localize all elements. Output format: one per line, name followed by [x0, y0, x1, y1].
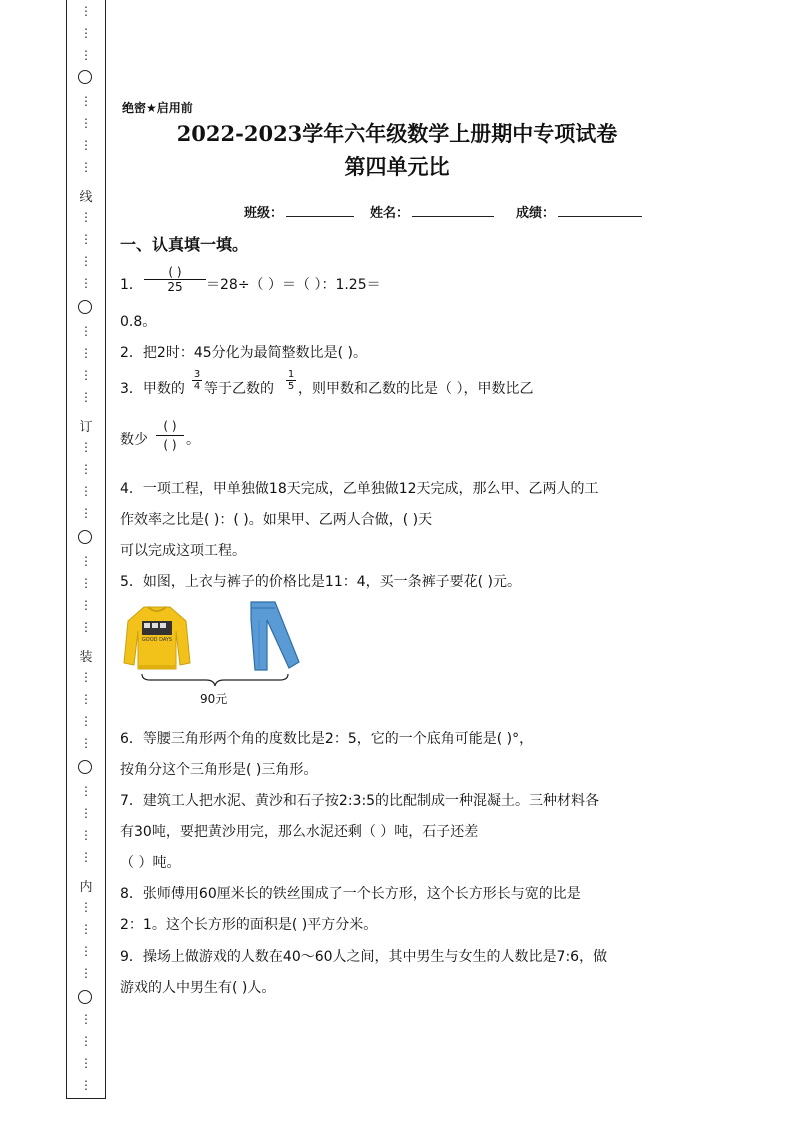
q4-line3: 可以完成这项工程。 — [120, 543, 246, 559]
price-label: 90元 — [200, 692, 228, 706]
name-blank[interactable] — [412, 216, 494, 217]
q3-frac2-den: 5 — [287, 381, 295, 392]
q3-frac1 — [192, 369, 202, 392]
q1-line2: 0.8。 — [120, 314, 157, 330]
name-label: 姓名： — [370, 206, 410, 221]
binding-char-xian: 线 — [79, 190, 93, 205]
q1-fraction — [144, 265, 206, 294]
q4-line2: 作效率之比是( )：( )。如果甲、乙两人合做，( )天 — [120, 512, 433, 528]
section-heading: 一、认真填一填。 — [120, 235, 249, 254]
q3-frac2 — [286, 369, 296, 392]
shirt-print-text: GOOD DAYS — [141, 637, 173, 643]
shirt-image — [122, 603, 192, 673]
binding-dots: ⋮ ⋮ ⋮ ⋮ — [80, 210, 92, 290]
binding-dots: ⋮ ⋮ ⋮ ⋮ — [80, 900, 92, 980]
binding-char-zhuang: 装 — [79, 650, 93, 665]
page-title: 2022-2023学年六年级数学上册期中专项试卷 — [176, 121, 618, 146]
binding-char-ding: 订 — [79, 420, 93, 435]
q3-line2b: 。 — [186, 432, 200, 448]
q8-line1: 8．张师傅用60厘米长的铁丝围成了一个长方形，这个长方形长与宽的比是 — [120, 886, 581, 902]
q3-frac3-num: ( ) — [163, 419, 177, 433]
q3-frac2-num: 1 — [287, 369, 295, 380]
binding-dots: ⋮ ⋮ ⋮ ⋮ — [80, 784, 92, 864]
q2-text: 2．把2时：45分化为最简整数比是( )。 — [120, 345, 368, 361]
q1-text: ＝28÷（ ）＝（ ）：1.25＝ — [206, 277, 381, 293]
q3-frac1-den: 4 — [193, 381, 201, 392]
q4-line1: 4．一项工程，甲单独做18天完成，乙单独做12天完成，那么甲、乙两人的工 — [120, 481, 599, 497]
q3-text-b: 等于乙数的 — [204, 381, 274, 397]
q1-prefix: 1． — [120, 277, 143, 293]
class-blank[interactable] — [286, 216, 354, 217]
q3-text-a: 3．甲数的 — [120, 381, 185, 397]
binding-circle — [78, 300, 92, 314]
secret-label: 绝密★启用前 — [122, 101, 193, 115]
q9-line2: 游戏的人中男生有( )人。 — [120, 980, 276, 996]
q3-frac1-num: 3 — [193, 369, 201, 380]
binding-dots: ⋮ ⋮ ⋮ ⋮ — [80, 1012, 92, 1092]
binding-dots: ⋮ ⋮ ⋮ ⋮ — [80, 94, 92, 174]
binding-circle — [78, 760, 92, 774]
binding-circle — [78, 530, 92, 544]
q1-frac-den: 25 — [144, 279, 206, 294]
price-brace — [140, 672, 290, 688]
binding-circle — [78, 990, 92, 1004]
q1-frac-num: ( ) — [168, 265, 182, 279]
q3-line2a: 数少 — [120, 432, 148, 448]
score-blank[interactable] — [558, 216, 642, 217]
binding-dots: ⋮ ⋮ ⋮ — [80, 4, 92, 62]
binding-dots: ⋮ ⋮ ⋮ ⋮ — [80, 554, 92, 634]
q6-line2: 按角分这个三角形是( )三角形。 — [120, 762, 318, 778]
q9-line1: 9．操场上做游戏的人数在40～60人之间，其中男生与女生的人数比是7:6，做 — [120, 949, 608, 965]
q7-line3: （ ）吨。 — [120, 855, 181, 871]
q7-line1: 7．建筑工人把水泥、黄沙和石子按2:3:5的比配制成一种混凝土。三种材料各 — [120, 793, 600, 809]
score-label: 成绩： — [516, 206, 556, 221]
page-subtitle: 第四单元比 — [344, 154, 450, 179]
q7-line2: 有30吨，要把黄沙用完，那么水泥还剩（ ）吨，石子还差 — [120, 824, 479, 840]
binding-dots: ⋮ ⋮ ⋮ ⋮ — [80, 324, 92, 404]
q6-line1: 6．等腰三角形两个角的度数比是2：5，它的一个底角可能是( )°， — [120, 731, 534, 747]
q3-frac3-den: ( ) — [156, 435, 184, 454]
class-label: 班级： — [244, 206, 284, 221]
q8-line2: 2：1。这个长方形的面积是( )平方分米。 — [120, 917, 378, 933]
binding-dots: ⋮ ⋮ ⋮ ⋮ — [80, 440, 92, 520]
binding-dots: ⋮ ⋮ ⋮ ⋮ — [80, 670, 92, 750]
pants-image — [245, 600, 305, 672]
q5-line1: 5．如图，上衣与裤子的价格比是11：4，买一条裤子要花( )元。 — [120, 574, 522, 590]
binding-char-nei: 内 — [79, 880, 93, 895]
q3-text-c: ，则甲数和乙数的比是（ ），甲数比乙 — [298, 381, 534, 397]
q3-frac3 — [156, 417, 184, 454]
binding-circle — [78, 70, 92, 84]
